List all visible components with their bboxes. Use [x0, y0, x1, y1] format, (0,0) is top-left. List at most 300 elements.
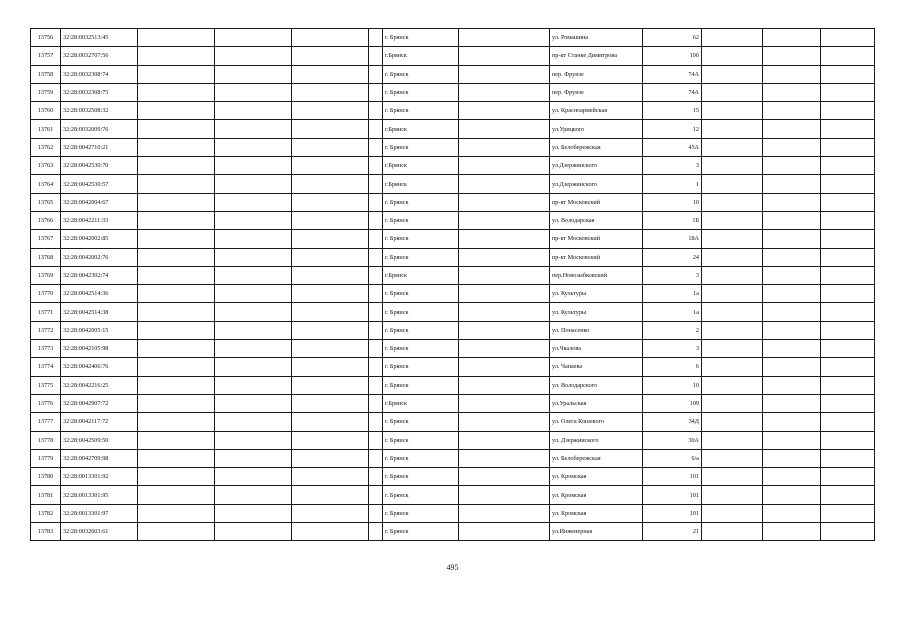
cell-cad: 32:28:0042509:50	[61, 431, 138, 449]
cell-empty	[138, 157, 215, 175]
cell-city: г.Брянск	[383, 175, 459, 193]
cell-empty	[821, 321, 875, 339]
cell-empty	[138, 65, 215, 83]
cell-id: 13766	[31, 211, 61, 229]
cell-house: 101	[643, 504, 702, 522]
cell-empty	[292, 394, 369, 412]
cell-empty	[763, 321, 821, 339]
cell-empty	[459, 285, 550, 303]
cell-empty	[702, 248, 763, 266]
cell-empty	[215, 193, 292, 211]
cell-empty	[138, 175, 215, 193]
cell-empty	[702, 303, 763, 321]
cell-empty	[821, 102, 875, 120]
cell-empty	[702, 449, 763, 467]
cell-empty	[821, 230, 875, 248]
cell-city: г.Брянск	[383, 120, 459, 138]
cell-house: 21	[643, 523, 702, 541]
cell-empty	[763, 266, 821, 284]
cell-empty	[763, 157, 821, 175]
cell-empty	[821, 431, 875, 449]
cell-empty	[292, 431, 369, 449]
cell-street: ул. Ромашина	[550, 29, 643, 47]
cell-house: 10	[643, 376, 702, 394]
cell-empty	[369, 523, 383, 541]
cell-street: ул. Культуры	[550, 303, 643, 321]
cell-house: 2	[643, 321, 702, 339]
cell-empty	[459, 358, 550, 376]
cell-city: г. Брянск	[383, 340, 459, 358]
cell-empty	[459, 321, 550, 339]
cell-id: 13778	[31, 431, 61, 449]
cell-house: 45А	[643, 138, 702, 156]
cell-cad: 32:28:0042514:36	[61, 285, 138, 303]
cell-empty	[459, 29, 550, 47]
cell-cad: 32:28:0042709:98	[61, 449, 138, 467]
table-row	[31, 285, 875, 303]
cell-id: 13757	[31, 47, 61, 65]
cell-empty	[459, 431, 550, 449]
cell-empty	[138, 321, 215, 339]
cell-empty	[459, 468, 550, 486]
cell-house: 24	[643, 248, 702, 266]
cell-empty	[369, 138, 383, 156]
cell-empty	[702, 523, 763, 541]
cell-empty	[215, 358, 292, 376]
cell-empty	[702, 83, 763, 101]
cell-empty	[821, 157, 875, 175]
cell-cad: 32:28:0042907:72	[61, 394, 138, 412]
cell-street: ул. Олега Кошевого	[550, 413, 643, 431]
cell-empty	[821, 340, 875, 358]
cell-empty	[215, 230, 292, 248]
cell-empty	[763, 449, 821, 467]
cell-empty	[763, 376, 821, 394]
cell-empty	[292, 468, 369, 486]
cell-empty	[369, 175, 383, 193]
cell-street: ул. Володарская	[550, 211, 643, 229]
cell-cad: 32:28:0042406:76	[61, 358, 138, 376]
cell-empty	[459, 486, 550, 504]
cell-empty	[292, 376, 369, 394]
cell-house: 1а	[643, 285, 702, 303]
cell-empty	[459, 193, 550, 211]
table-row	[31, 504, 875, 522]
cell-house: 3	[643, 340, 702, 358]
cell-empty	[702, 431, 763, 449]
cell-empty	[702, 266, 763, 284]
cell-empty	[702, 358, 763, 376]
cell-id: 13763	[31, 157, 61, 175]
cell-empty	[821, 138, 875, 156]
cell-empty	[138, 266, 215, 284]
cell-empty	[215, 486, 292, 504]
cell-empty	[292, 29, 369, 47]
table-row	[31, 303, 875, 321]
cell-empty	[138, 449, 215, 467]
table-body	[31, 29, 875, 541]
cell-empty	[138, 358, 215, 376]
cell-empty	[369, 65, 383, 83]
table-row	[31, 340, 875, 358]
cell-empty	[369, 230, 383, 248]
cell-id: 13779	[31, 449, 61, 467]
cell-street: ул. Понасенко	[550, 321, 643, 339]
cell-city: г. Брянск	[383, 138, 459, 156]
cell-empty	[292, 504, 369, 522]
table-row	[31, 83, 875, 101]
cell-id: 13764	[31, 175, 61, 193]
page-number: 495	[446, 563, 459, 572]
cell-empty	[292, 321, 369, 339]
cell-empty	[459, 157, 550, 175]
cell-house: 1а	[643, 303, 702, 321]
cell-empty	[763, 413, 821, 431]
cell-street: ул. Кромская	[550, 468, 643, 486]
cell-empty	[292, 102, 369, 120]
cell-house: 19б	[643, 47, 702, 65]
cell-empty	[215, 449, 292, 467]
cell-house: 30А	[643, 431, 702, 449]
cell-id: 13782	[31, 504, 61, 522]
table-row	[31, 376, 875, 394]
cell-cad: 32:28:0032603:61	[61, 523, 138, 541]
cell-empty	[763, 65, 821, 83]
cell-empty	[821, 376, 875, 394]
cell-cad: 32:28:0032009:76	[61, 120, 138, 138]
table-row	[31, 47, 875, 65]
cell-empty	[369, 211, 383, 229]
cell-empty	[138, 340, 215, 358]
cell-empty	[702, 285, 763, 303]
cell-empty	[292, 340, 369, 358]
cell-city: г. Брянск	[383, 321, 459, 339]
cell-empty	[369, 102, 383, 120]
cell-empty	[821, 266, 875, 284]
cell-empty	[369, 431, 383, 449]
cell-id: 13759	[31, 83, 61, 101]
cell-empty	[459, 266, 550, 284]
cell-empty	[215, 248, 292, 266]
cell-cad: 32:28:0032308:74	[61, 65, 138, 83]
cell-id: 13768	[31, 248, 61, 266]
cell-empty	[215, 65, 292, 83]
cell-empty	[821, 65, 875, 83]
cell-empty	[292, 175, 369, 193]
cell-empty	[138, 83, 215, 101]
cell-city: г. Брянск	[383, 523, 459, 541]
cell-empty	[138, 413, 215, 431]
cell-cad: 32:28:0042530:70	[61, 157, 138, 175]
cell-cad: 32:28:0042105:98	[61, 340, 138, 358]
cell-house: 101	[643, 486, 702, 504]
table-row	[31, 193, 875, 211]
table-row	[31, 321, 875, 339]
cell-empty	[369, 266, 383, 284]
cell-cad: 32:28:0042710:21	[61, 138, 138, 156]
cell-city: г. Брянск	[383, 376, 459, 394]
cell-empty	[292, 65, 369, 83]
cell-cad: 32:28:0032508:32	[61, 102, 138, 120]
cell-empty	[821, 175, 875, 193]
table-row	[31, 211, 875, 229]
cell-empty	[138, 120, 215, 138]
cell-empty	[215, 321, 292, 339]
cell-empty	[138, 29, 215, 47]
cell-empty	[292, 303, 369, 321]
cell-empty	[215, 394, 292, 412]
cell-empty	[821, 449, 875, 467]
cell-empty	[763, 504, 821, 522]
cell-street: ул.Инженерная	[550, 523, 643, 541]
cell-id: 13770	[31, 285, 61, 303]
cell-empty	[138, 523, 215, 541]
cell-empty	[369, 468, 383, 486]
cell-empty	[702, 138, 763, 156]
cell-house: 1	[643, 175, 702, 193]
cell-id: 13780	[31, 468, 61, 486]
cell-id: 13772	[31, 321, 61, 339]
cell-empty	[702, 321, 763, 339]
table-row	[31, 157, 875, 175]
cell-house: 15	[643, 102, 702, 120]
cell-empty	[763, 431, 821, 449]
cell-empty	[821, 248, 875, 266]
table-row	[31, 102, 875, 120]
cell-city: г. Брянск	[383, 413, 459, 431]
cell-empty	[215, 138, 292, 156]
cell-empty	[138, 230, 215, 248]
cell-empty	[821, 468, 875, 486]
cell-empty	[459, 449, 550, 467]
cell-empty	[369, 83, 383, 101]
cell-empty	[369, 449, 383, 467]
cell-empty	[821, 486, 875, 504]
cell-empty	[292, 523, 369, 541]
cell-street: ул.Дзержинского	[550, 157, 643, 175]
cell-empty	[215, 211, 292, 229]
cell-cad: 32:28:0032707:56	[61, 47, 138, 65]
cell-empty	[702, 486, 763, 504]
cell-empty	[215, 340, 292, 358]
cell-street: пр-кт Московский	[550, 230, 643, 248]
cell-empty	[763, 394, 821, 412]
cell-empty	[702, 29, 763, 47]
cell-empty	[763, 523, 821, 541]
table-row	[31, 29, 875, 47]
cell-id: 13769	[31, 266, 61, 284]
cell-empty	[138, 504, 215, 522]
cell-house: 62	[643, 29, 702, 47]
cell-empty	[763, 468, 821, 486]
cell-empty	[459, 83, 550, 101]
cell-id: 13773	[31, 340, 61, 358]
cell-empty	[763, 358, 821, 376]
cell-cad: 32:28:0013301:92	[61, 468, 138, 486]
cell-street: ул. Чапаева	[550, 358, 643, 376]
cell-empty	[702, 468, 763, 486]
cell-empty	[702, 65, 763, 83]
cell-empty	[292, 449, 369, 467]
cell-empty	[459, 47, 550, 65]
table-row	[31, 266, 875, 284]
cell-empty	[821, 193, 875, 211]
table-row	[31, 65, 875, 83]
cell-id: 13775	[31, 376, 61, 394]
cell-empty	[702, 102, 763, 120]
cell-city: г. Брянск	[383, 102, 459, 120]
cell-empty	[138, 486, 215, 504]
cell-id: 13758	[31, 65, 61, 83]
cell-empty	[369, 193, 383, 211]
cell-id: 13756	[31, 29, 61, 47]
cell-empty	[702, 230, 763, 248]
cell-empty	[215, 83, 292, 101]
cell-street: ул. Дзержинского	[550, 431, 643, 449]
cell-empty	[292, 285, 369, 303]
cell-empty	[821, 504, 875, 522]
cell-empty	[459, 102, 550, 120]
cell-city: г. Брянск	[383, 29, 459, 47]
cell-id: 13771	[31, 303, 61, 321]
cell-cad: 32:28:0032308:75	[61, 83, 138, 101]
cell-cad: 32:28:0042514:38	[61, 303, 138, 321]
cell-empty	[702, 413, 763, 431]
cell-empty	[763, 248, 821, 266]
table-row	[31, 138, 875, 156]
cell-empty	[369, 248, 383, 266]
cell-empty	[215, 47, 292, 65]
cell-empty	[369, 120, 383, 138]
cell-empty	[821, 29, 875, 47]
cell-empty	[215, 285, 292, 303]
cell-empty	[763, 486, 821, 504]
cell-empty	[292, 211, 369, 229]
table-row	[31, 175, 875, 193]
cell-empty	[763, 47, 821, 65]
cell-empty	[292, 230, 369, 248]
table-row	[31, 120, 875, 138]
cell-empty	[292, 413, 369, 431]
cell-street: ул. Володарского	[550, 376, 643, 394]
cell-street: ул.Дзержинского	[550, 175, 643, 193]
cell-empty	[369, 358, 383, 376]
cell-empty	[459, 504, 550, 522]
cell-house: 6	[643, 358, 702, 376]
cell-street: ул. Белобережская	[550, 449, 643, 467]
registry-table	[30, 28, 875, 541]
cell-empty	[138, 47, 215, 65]
cell-id: 13774	[31, 358, 61, 376]
cell-empty	[821, 285, 875, 303]
cell-street: ул. Красноармейская	[550, 102, 643, 120]
cell-empty	[459, 211, 550, 229]
cell-empty	[763, 230, 821, 248]
cell-id: 13777	[31, 413, 61, 431]
cell-street: ул. Кромская	[550, 486, 643, 504]
cell-cad: 32:28:0032513:45	[61, 29, 138, 47]
cell-city: г. Брянск	[383, 468, 459, 486]
cell-cad: 32:28:0042117:72	[61, 413, 138, 431]
cell-empty	[459, 340, 550, 358]
cell-street: ул. Белобережская	[550, 138, 643, 156]
cell-cad: 32:28:0042216:25	[61, 376, 138, 394]
cell-empty	[459, 303, 550, 321]
document-sheet	[30, 28, 874, 541]
cell-cad: 32:28:0042302:74	[61, 266, 138, 284]
cell-empty	[369, 47, 383, 65]
cell-empty	[459, 248, 550, 266]
cell-empty	[702, 193, 763, 211]
cell-empty	[215, 29, 292, 47]
cell-id: 13767	[31, 230, 61, 248]
cell-city: г. Брянск	[383, 248, 459, 266]
cell-empty	[138, 431, 215, 449]
cell-empty	[292, 266, 369, 284]
cell-id: 13761	[31, 120, 61, 138]
cell-empty	[369, 340, 383, 358]
cell-empty	[215, 523, 292, 541]
cell-house: 3	[643, 157, 702, 175]
cell-empty	[763, 120, 821, 138]
cell-empty	[702, 394, 763, 412]
cell-empty	[138, 193, 215, 211]
cell-cad: 32:28:0013301:95	[61, 486, 138, 504]
cell-empty	[702, 340, 763, 358]
cell-street: ул.Уральская	[550, 394, 643, 412]
cell-house: 34Д	[643, 413, 702, 431]
cell-empty	[292, 120, 369, 138]
cell-empty	[138, 468, 215, 486]
cell-empty	[821, 523, 875, 541]
cell-empty	[763, 83, 821, 101]
cell-empty	[369, 486, 383, 504]
cell-empty	[369, 504, 383, 522]
cell-empty	[138, 102, 215, 120]
cell-empty	[292, 486, 369, 504]
cell-empty	[138, 376, 215, 394]
cell-id: 13776	[31, 394, 61, 412]
cell-empty	[215, 468, 292, 486]
cell-empty	[138, 211, 215, 229]
cell-street: ул.Чкалова	[550, 340, 643, 358]
cell-street: ул. Культуры	[550, 285, 643, 303]
cell-id: 13762	[31, 138, 61, 156]
table-row	[31, 358, 875, 376]
cell-empty	[763, 29, 821, 47]
cell-empty	[138, 303, 215, 321]
cell-empty	[821, 303, 875, 321]
cell-empty	[369, 285, 383, 303]
cell-city: г. Брянск	[383, 193, 459, 211]
cell-empty	[215, 303, 292, 321]
cell-empty	[215, 175, 292, 193]
cell-empty	[763, 193, 821, 211]
cell-city: г.Брянск	[383, 157, 459, 175]
cell-empty	[138, 138, 215, 156]
cell-city: г. Брянск	[383, 358, 459, 376]
cell-street: пер. Фрунзе	[550, 83, 643, 101]
cell-empty	[292, 193, 369, 211]
cell-city: г. Брянск	[383, 230, 459, 248]
cell-empty	[821, 358, 875, 376]
cell-empty	[369, 157, 383, 175]
cell-empty	[292, 358, 369, 376]
cell-id: 13781	[31, 486, 61, 504]
cell-house: 74А	[643, 65, 702, 83]
cell-empty	[369, 29, 383, 47]
cell-empty	[215, 431, 292, 449]
